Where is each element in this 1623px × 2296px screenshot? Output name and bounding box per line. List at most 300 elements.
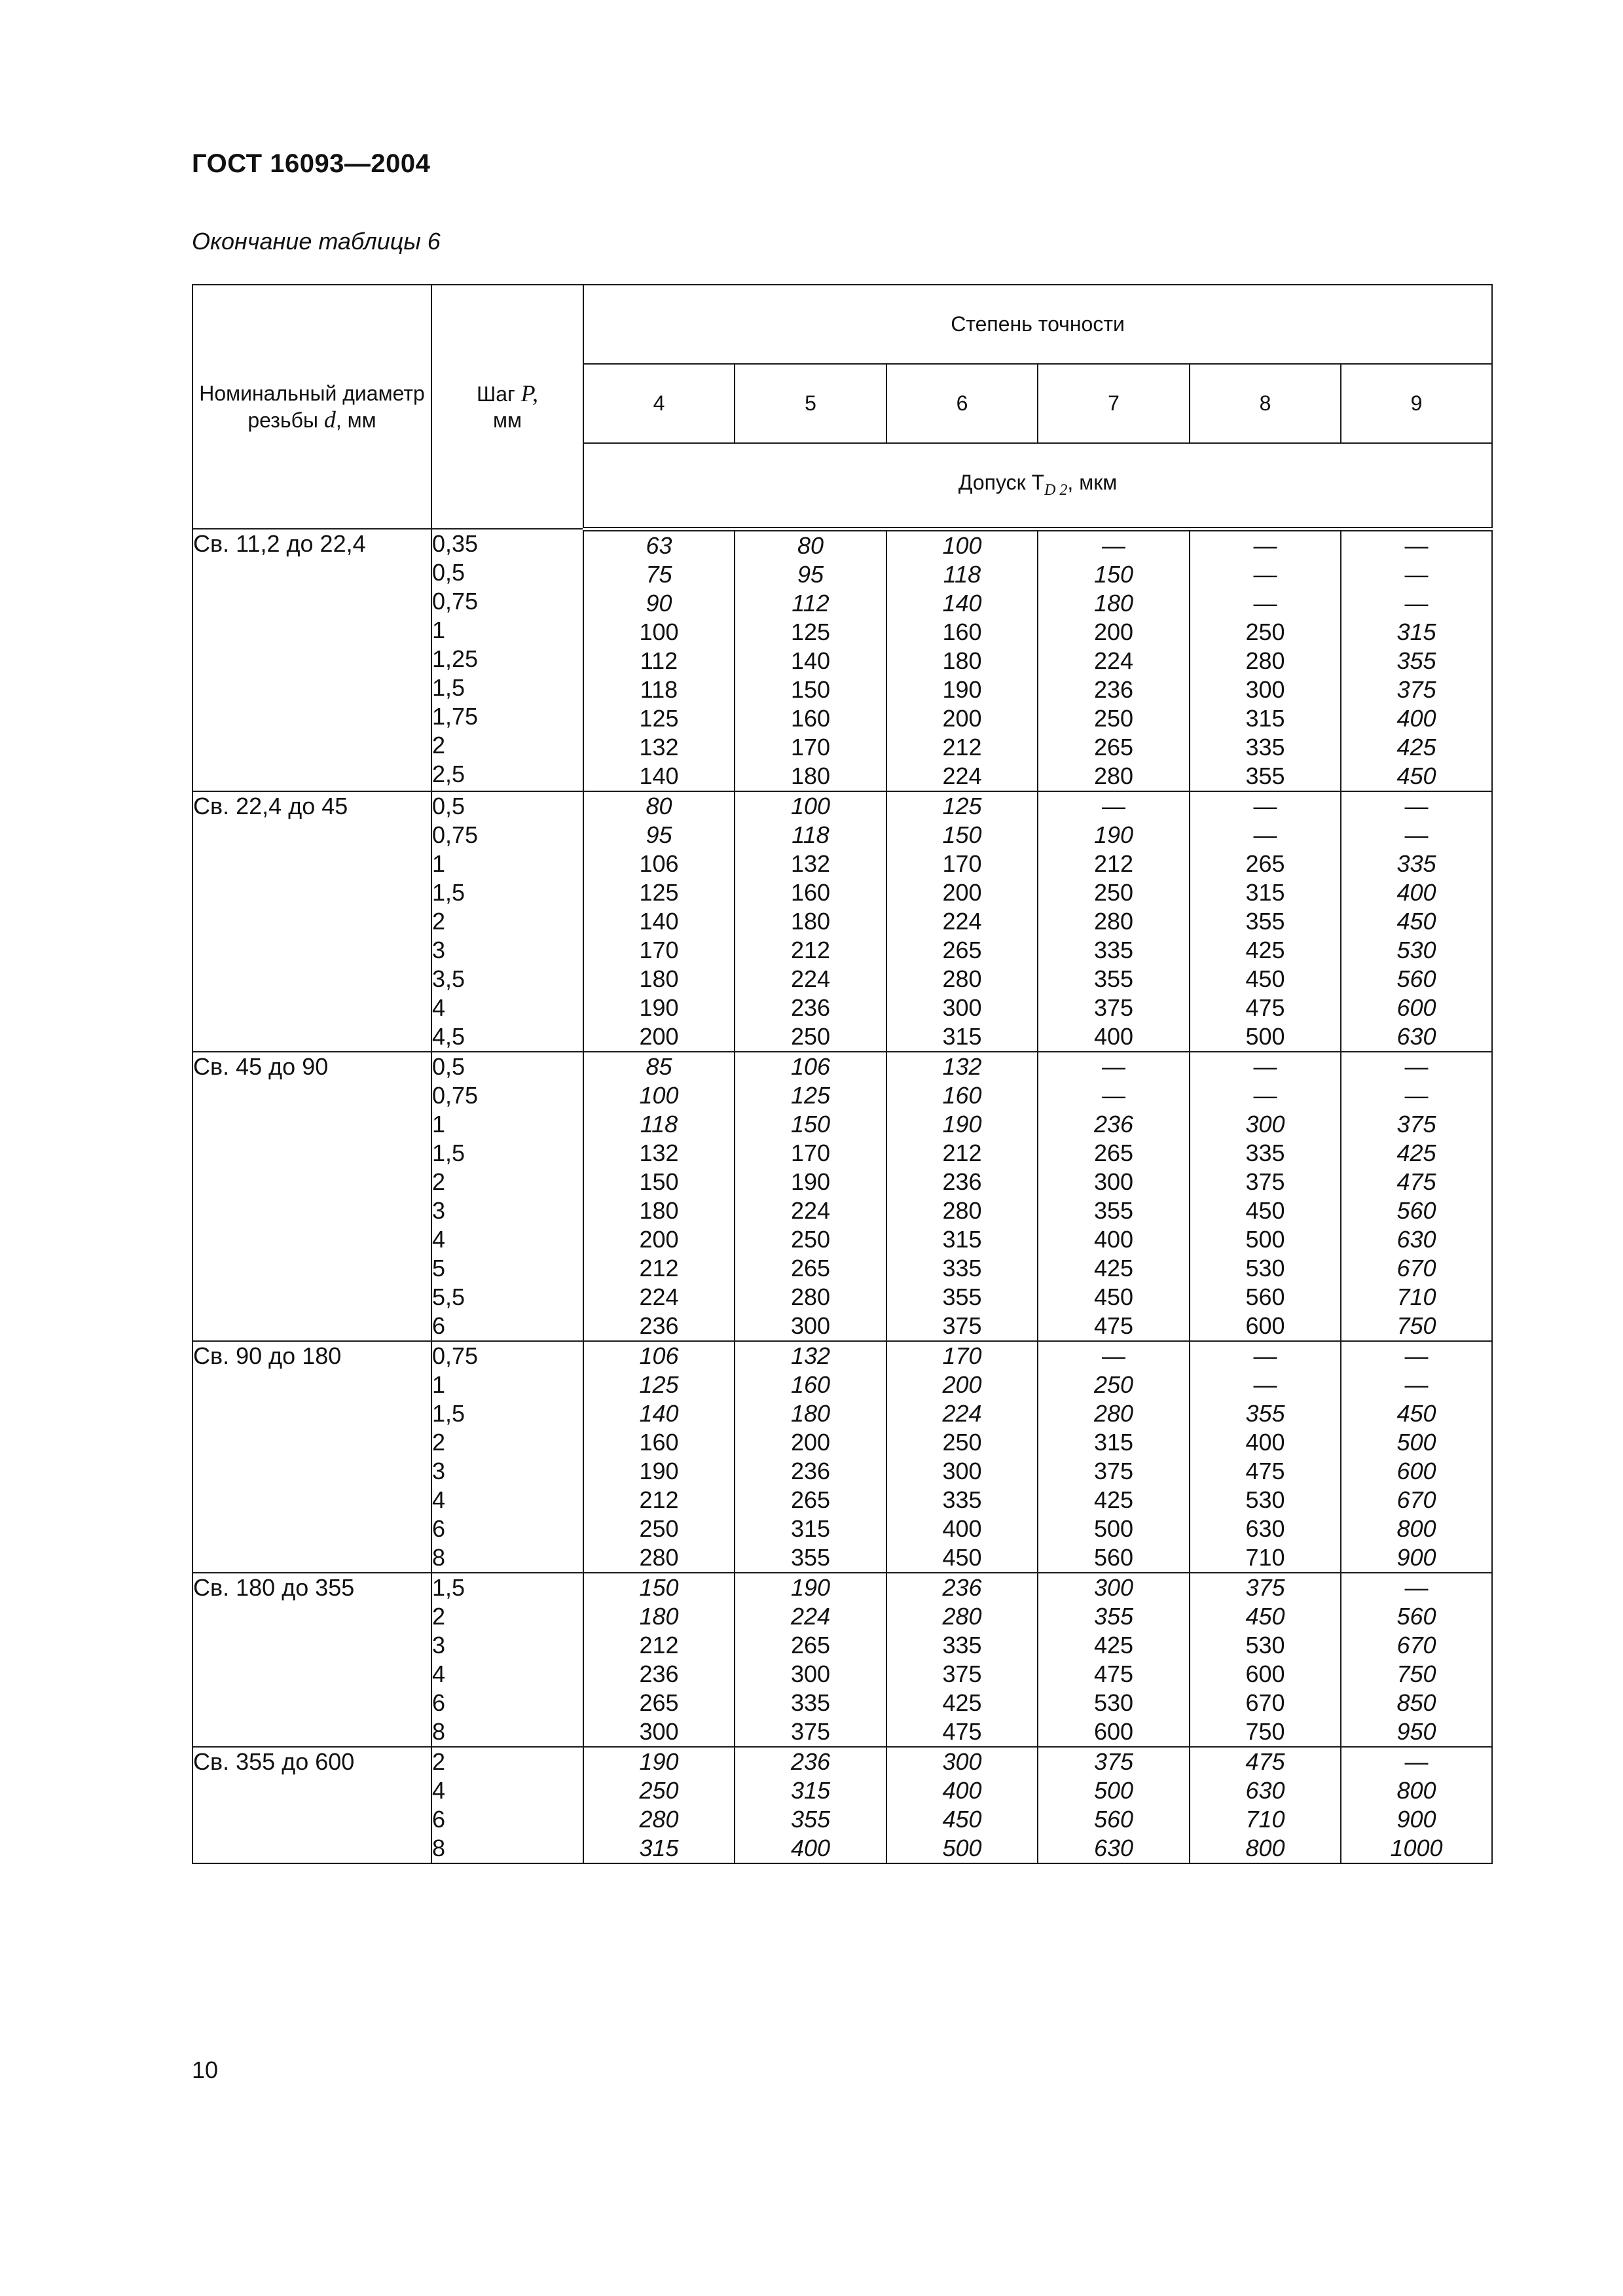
tolerance-cell-grade-6 [886,1747,1038,1863]
tolerance-value: 300 [942,1748,982,1775]
tolerance-label-text: Допуск T [958,471,1045,495]
tolerance-value: 280 [1093,1399,1134,1427]
tolerance-value: — [1404,792,1429,819]
tolerance-value: 236 [790,994,831,1021]
tolerance-value: 125 [790,618,831,645]
table-row [192,791,1492,1052]
tolerance-value: 106 [790,1052,831,1080]
tolerance-value: 450 [1245,1196,1285,1224]
tolerance-value: 132 [942,1052,982,1080]
tolerance-value: 450 [942,1805,982,1833]
tolerance-value: 710 [1245,1805,1285,1833]
tolerance-value: 335 [1245,733,1285,761]
tolerance-value: 500 [1093,1776,1134,1804]
tolerance-cell-grade-6 [886,529,1038,791]
tolerance-label-unit: , мкм [1067,471,1118,495]
pitch-value: 2 [432,907,446,935]
tolerance-value: 300 [1245,675,1285,703]
tolerance-value: 250 [1093,878,1134,906]
pitch-cell [431,791,583,1052]
pitch-value: 0,75 [432,821,479,848]
tolerance-value: 265 [1093,733,1134,761]
tolerance-value: 335 [1396,850,1436,877]
tolerance-value: 118 [943,560,981,588]
tolerance-value: 425 [1396,733,1436,761]
tolerance-value: 212 [942,733,982,761]
pitch-value: 5,5 [432,1283,465,1310]
tolerance-value: 200 [942,878,982,906]
tolerance-value: 212 [942,1139,982,1166]
tolerance-value: 710 [1245,1543,1285,1571]
tolerance-value: 475 [1093,1312,1134,1339]
tolerance-value: 335 [942,1254,982,1282]
pitch-value: 4,5 [432,1022,465,1050]
tolerance-value: 375 [1093,1748,1134,1775]
tolerance-cell-grade-8 [1190,791,1341,1052]
tolerance-value: 150 [1093,560,1134,588]
tolerance-value: 600 [1396,1457,1436,1484]
tolerance-value: 100 [790,792,831,819]
tolerance-value: 190 [942,1110,982,1138]
pitch-value: 2 [432,1748,446,1775]
tolerance-value: 132 [790,1342,831,1369]
tolerance-value: 375 [1396,675,1436,703]
pitch-value: 8 [432,1543,446,1571]
tolerance-value: 212 [639,1486,679,1513]
tolerance-value: 670 [1396,1631,1436,1659]
tolerance-value: 630 [1093,1834,1134,1861]
tolerance-cell-grade-4 [583,1747,735,1863]
tolerance-value: 125 [639,1371,679,1398]
pitch-value: 4 [432,1660,446,1687]
table-caption: Окончание таблицы 6 [192,228,441,255]
tolerance-cell-grade-5 [735,1052,886,1341]
pitch-value: 3 [432,1457,446,1484]
tolerance-value: 800 [1245,1834,1285,1861]
tolerance-cell-grade-8 [1190,1747,1341,1863]
tolerance-value: 475 [1396,1168,1436,1195]
tolerance-value: — [1253,531,1277,559]
tolerance-value: 170 [790,1139,831,1166]
tolerance-value: 530 [1245,1254,1285,1282]
tolerance-value: 190 [639,1457,679,1484]
tolerance-value: 280 [1093,907,1134,935]
tolerance-value: 375 [1245,1168,1285,1195]
tolerance-value: 335 [1245,1139,1285,1166]
tolerance-cell-grade-8 [1190,1052,1341,1341]
tolerance-value: 265 [790,1486,831,1513]
tolerance-value: 450 [1396,907,1436,935]
tolerance-value: 375 [1093,1457,1134,1484]
header-nominal-diameter [192,285,431,529]
tolerance-value: 315 [1245,878,1285,906]
header-pitch-text: Шаг [476,382,521,406]
pitch-value: 6 [432,1689,446,1716]
tolerance-value: 200 [942,1371,982,1398]
tolerance-value: 150 [942,821,982,848]
tolerance-value: 375 [1093,994,1134,1021]
tolerance-value: — [1404,1748,1429,1775]
tolerance-value: 710 [1396,1283,1436,1310]
tolerance-value: 63 [646,531,672,559]
tolerance-value: 335 [1093,936,1134,963]
tolerance-value: 300 [1093,1168,1134,1195]
tolerance-value: 160 [790,704,831,732]
tolerance-value: 335 [942,1486,982,1513]
tolerance-value: 140 [942,589,982,617]
tolerance-value: 280 [639,1543,679,1571]
tolerance-value: 800 [1396,1515,1436,1542]
tolerance-value: 224 [942,1399,982,1427]
tolerance-value: 670 [1245,1689,1285,1716]
tolerance-label-sub: D 2 [1044,482,1068,499]
tolerance-value: 132 [639,1139,679,1166]
tolerance-value: 180 [1093,589,1134,617]
pitch-value: 0,5 [432,559,465,586]
tolerance-value: 236 [790,1457,831,1484]
pitch-value: 4 [432,1776,446,1804]
tolerance-value: 190 [790,1168,831,1195]
tolerance-value: 250 [1245,618,1285,645]
tolerance-value: — [1102,1081,1125,1109]
tolerance-value: 236 [942,1573,982,1601]
tolerance-value: 224 [790,1602,831,1630]
tolerance-value: 85 [646,1052,672,1080]
tolerance-cell-grade-8 [1190,1573,1341,1747]
tolerance-value: 224 [639,1283,679,1310]
pitch-value: 3 [432,1196,446,1224]
tolerance-value: — [1102,531,1125,559]
tolerance-cell-grade-6 [886,791,1038,1052]
tolerance-value: — [1253,1052,1277,1080]
tolerance-cell-grade-7 [1038,1052,1190,1341]
tolerance-value: 355 [1245,762,1285,789]
tolerance-value: 280 [1093,762,1134,789]
tolerance-value: — [1253,589,1277,617]
tolerance-value: 425 [942,1689,982,1716]
header-diameter-unit: , мм [335,408,376,432]
grade-header-7: 7 [1038,364,1190,443]
pitch-cell [431,529,583,791]
tolerance-value: 180 [790,907,831,935]
header-diameter-var: d [323,406,336,433]
pitch-value: 1,75 [432,703,479,730]
tolerance-value: 335 [942,1631,982,1659]
header-accuracy-grade: Степень точности [583,285,1492,364]
tolerance-value: 300 [790,1312,831,1339]
pitch-value: 0,5 [432,1052,465,1080]
tolerance-value: 265 [942,936,982,963]
diameter-range-cell: Св. 22,4 до 45 [192,791,431,1052]
tolerance-value: 170 [942,1342,982,1369]
tolerance-cell-grade-7 [1038,1573,1190,1747]
tolerance-value: 375 [1396,1110,1436,1138]
header-pitch-unit: мм [493,408,522,432]
tolerance-value: 140 [790,647,831,674]
pitch-value: 6 [432,1805,446,1833]
tolerance-value: 400 [1396,878,1436,906]
tolerance-value: — [1102,792,1125,819]
tolerance-cell-grade-7 [1038,1341,1190,1573]
tolerance-value: 355 [1245,1399,1285,1427]
pitch-value: 1 [432,617,446,643]
tolerance-value: 280 [1245,647,1285,674]
tolerance-value: — [1253,1371,1277,1398]
pitch-value: 1,5 [432,1139,465,1166]
tolerance-value: — [1253,792,1277,819]
tolerance-value: 530 [1396,936,1436,963]
pitch-value: 0,75 [432,1342,479,1369]
tolerance-cell-grade-5 [735,1573,886,1747]
pitch-value: 6 [432,1312,446,1339]
pitch-value: 0,75 [432,1081,479,1109]
tolerance-value: 224 [942,907,982,935]
tolerance-value: — [1404,1081,1429,1109]
tolerance-value: — [1253,560,1277,588]
tolerance-value: 200 [942,704,982,732]
tolerance-value: 95 [797,560,824,588]
tolerance-value: 224 [942,762,982,789]
tolerance-value: 265 [1093,1139,1134,1166]
tolerance-value: 450 [942,1543,982,1571]
tolerance-value: — [1404,589,1429,617]
tolerance-value: 530 [1245,1486,1285,1513]
tolerance-value: 265 [790,1254,831,1282]
tolerance-value: 140 [639,762,679,789]
tolerance-value: 180 [942,647,982,674]
tolerance-value: 90 [646,589,672,617]
table-row [192,1573,1492,1747]
tolerance-cell-grade-6 [886,1052,1038,1341]
tolerance-value: 80 [646,792,672,819]
tolerance-value: 630 [1245,1776,1285,1804]
tolerance-value: 150 [790,675,831,703]
tolerance-value: 630 [1396,1225,1436,1253]
tolerance-value: 750 [1245,1717,1285,1745]
grade-header-9: 9 [1341,364,1492,443]
tolerance-value: 170 [942,850,982,877]
tolerance-value: — [1404,821,1429,848]
tolerance-value: 600 [1396,994,1436,1021]
tolerance-value: 212 [639,1254,679,1282]
tolerance-value: — [1253,1081,1277,1109]
tolerance-value: 425 [1396,1139,1436,1166]
diameter-range-cell: Св. 11,2 до 22,4 [192,529,431,791]
tolerance-value: 375 [942,1660,982,1687]
header-pitch [431,285,583,529]
tolerance-value: 280 [639,1805,679,1833]
tolerance-value: 450 [1245,1602,1285,1630]
pitch-value: 0,35 [432,530,479,557]
tolerance-value: 106 [639,1342,679,1369]
tolerance-value: 212 [639,1631,679,1659]
tolerance-table [192,284,1493,1864]
tolerance-value: 355 [1093,965,1134,992]
tolerance-value: 236 [790,1748,831,1775]
pitch-value: 3 [432,1631,446,1659]
grade-header-5: 5 [735,364,886,443]
tolerance-value: 1000 [1390,1834,1443,1861]
tolerance-value: 560 [1396,1196,1436,1224]
table-body [192,529,1492,1863]
tolerance-cell-grade-9 [1341,1747,1492,1863]
tolerance-value: 425 [1093,1631,1134,1659]
tolerance-value: 355 [1396,647,1436,674]
tolerance-value: 125 [639,878,679,906]
tolerance-value: 375 [1245,1573,1285,1601]
tolerance-value: 670 [1396,1486,1436,1513]
tolerance-cell-grade-4 [583,1573,735,1747]
tolerance-cell-grade-4 [583,529,735,791]
tolerance-value: 180 [639,1196,679,1224]
tolerance-value: 560 [1093,1805,1134,1833]
tolerance-cell-grade-7 [1038,1747,1190,1863]
tolerance-cell-grade-8 [1190,1341,1341,1573]
tolerance-value: 300 [1093,1573,1134,1601]
tolerance-value: 600 [1245,1660,1285,1687]
tolerance-cell-grade-7 [1038,529,1190,791]
tolerance-value: — [1102,1052,1125,1080]
tolerance-value: 300 [942,1457,982,1484]
tolerance-value: 335 [790,1689,831,1716]
tolerance-value: 190 [639,1748,679,1775]
tolerance-value: 236 [639,1312,679,1339]
tolerance-value: 315 [942,1225,982,1253]
pitch-cell [431,1052,583,1341]
pitch-value: 0,75 [432,588,479,615]
tolerance-value: 125 [639,704,679,732]
tolerance-value: 140 [639,907,679,935]
diameter-range-cell: Св. 90 до 180 [192,1341,431,1573]
tolerance-value: 190 [942,675,982,703]
tolerance-cell-grade-6 [886,1341,1038,1573]
tolerance-value: 900 [1396,1805,1436,1833]
tolerance-value: 160 [639,1428,679,1456]
pitch-value: 3,5 [432,965,465,992]
tolerance-cell-grade-5 [735,529,886,791]
tolerance-value: 112 [792,589,830,617]
tolerance-value: 400 [942,1515,982,1542]
tolerance-value: 250 [639,1515,679,1542]
header-pitch-var: P, [520,380,539,406]
tolerance-value: 150 [639,1168,679,1195]
tolerance-cell-grade-9 [1341,1052,1492,1341]
tolerance-value: 560 [1245,1283,1285,1310]
tolerance-value: 224 [790,965,831,992]
tolerance-value: 132 [639,733,679,761]
tolerance-value: 150 [639,1573,679,1601]
pitch-value: 1,5 [432,878,465,906]
tolerance-value: 355 [790,1805,831,1833]
tolerance-value: 118 [792,821,830,848]
tolerance-value: 236 [1093,675,1134,703]
tolerance-value: 450 [1245,965,1285,992]
tolerance-value: 630 [1245,1515,1285,1542]
tolerance-cell-grade-4 [583,791,735,1052]
tolerance-value: 450 [1396,1399,1436,1427]
tolerance-value: 200 [790,1428,831,1456]
tolerance-value: 125 [942,792,982,819]
tolerance-value: 475 [1245,994,1285,1021]
tolerance-value: 190 [639,994,679,1021]
tolerance-value: 236 [942,1168,982,1195]
tolerance-value: 280 [790,1283,831,1310]
tolerance-value: 118 [640,1110,678,1138]
pitch-value: 2 [432,1602,446,1630]
grade-header-4: 4 [583,364,735,443]
pitch-cell [431,1747,583,1863]
tolerance-cell-grade-5 [735,1747,886,1863]
tolerance-value: 180 [639,1602,679,1630]
tolerance-value: 315 [1093,1428,1134,1456]
tolerance-value: 425 [1093,1254,1134,1282]
tolerance-value: 300 [639,1717,679,1745]
tolerance-value: 265 [1245,850,1285,877]
tolerance-value: 212 [1093,850,1134,877]
diameter-range-cell: Св. 355 до 600 [192,1747,431,1863]
tolerance-value: 250 [1093,1371,1134,1398]
tolerance-value: 400 [1245,1428,1285,1456]
tolerance-value: 500 [1245,1022,1285,1050]
tolerance-value: 180 [790,1399,831,1427]
pitch-value: 1 [432,850,446,877]
tolerance-value: 180 [639,965,679,992]
table-row [192,529,1492,791]
table-header [192,285,1492,529]
pitch-value: 2 [432,732,446,759]
tolerance-value: 250 [790,1225,831,1253]
tolerance-value: 170 [790,733,831,761]
tolerance-value: 400 [1093,1225,1134,1253]
tolerance-value: 560 [1396,1602,1436,1630]
tolerance-value: 850 [1396,1689,1436,1716]
tolerance-value: 160 [790,878,831,906]
pitch-cell [431,1573,583,1747]
table-row [192,1341,1492,1573]
header-tolerance [583,443,1492,529]
tolerance-value: 236 [639,1660,679,1687]
tolerance-value: 315 [1245,704,1285,732]
tolerance-cell-grade-9 [1341,529,1492,791]
tolerance-value: 224 [790,1196,831,1224]
tolerance-value: 280 [942,1196,982,1224]
tolerance-value: 200 [1093,618,1134,645]
tolerance-value: 150 [790,1110,831,1138]
tolerance-value: 265 [639,1689,679,1716]
tolerance-value: 118 [640,675,678,703]
pitch-value: 5 [432,1254,446,1282]
pitch-value: 2,5 [432,761,465,787]
tolerance-value: 560 [1093,1543,1134,1571]
pitch-value: 1,5 [432,674,465,701]
tolerance-value: 355 [790,1543,831,1571]
tolerance-cell-grade-8 [1190,529,1341,791]
tolerance-value: 400 [1396,704,1436,732]
tolerance-cell-grade-7 [1038,791,1190,1052]
tolerance-value: 100 [639,618,679,645]
tolerance-value: 560 [1396,965,1436,992]
tolerance-value: 75 [646,560,672,588]
tolerance-cell-grade-9 [1341,1341,1492,1573]
tolerance-value: 425 [1093,1486,1134,1513]
tolerance-cell-grade-4 [583,1341,735,1573]
tolerance-value: 475 [1245,1457,1285,1484]
pitch-value: 6 [432,1515,446,1542]
tolerance-value: 315 [639,1834,679,1861]
tolerance-value: 450 [1396,762,1436,789]
tolerance-value: 750 [1396,1312,1436,1339]
pitch-value: 1 [432,1110,446,1138]
